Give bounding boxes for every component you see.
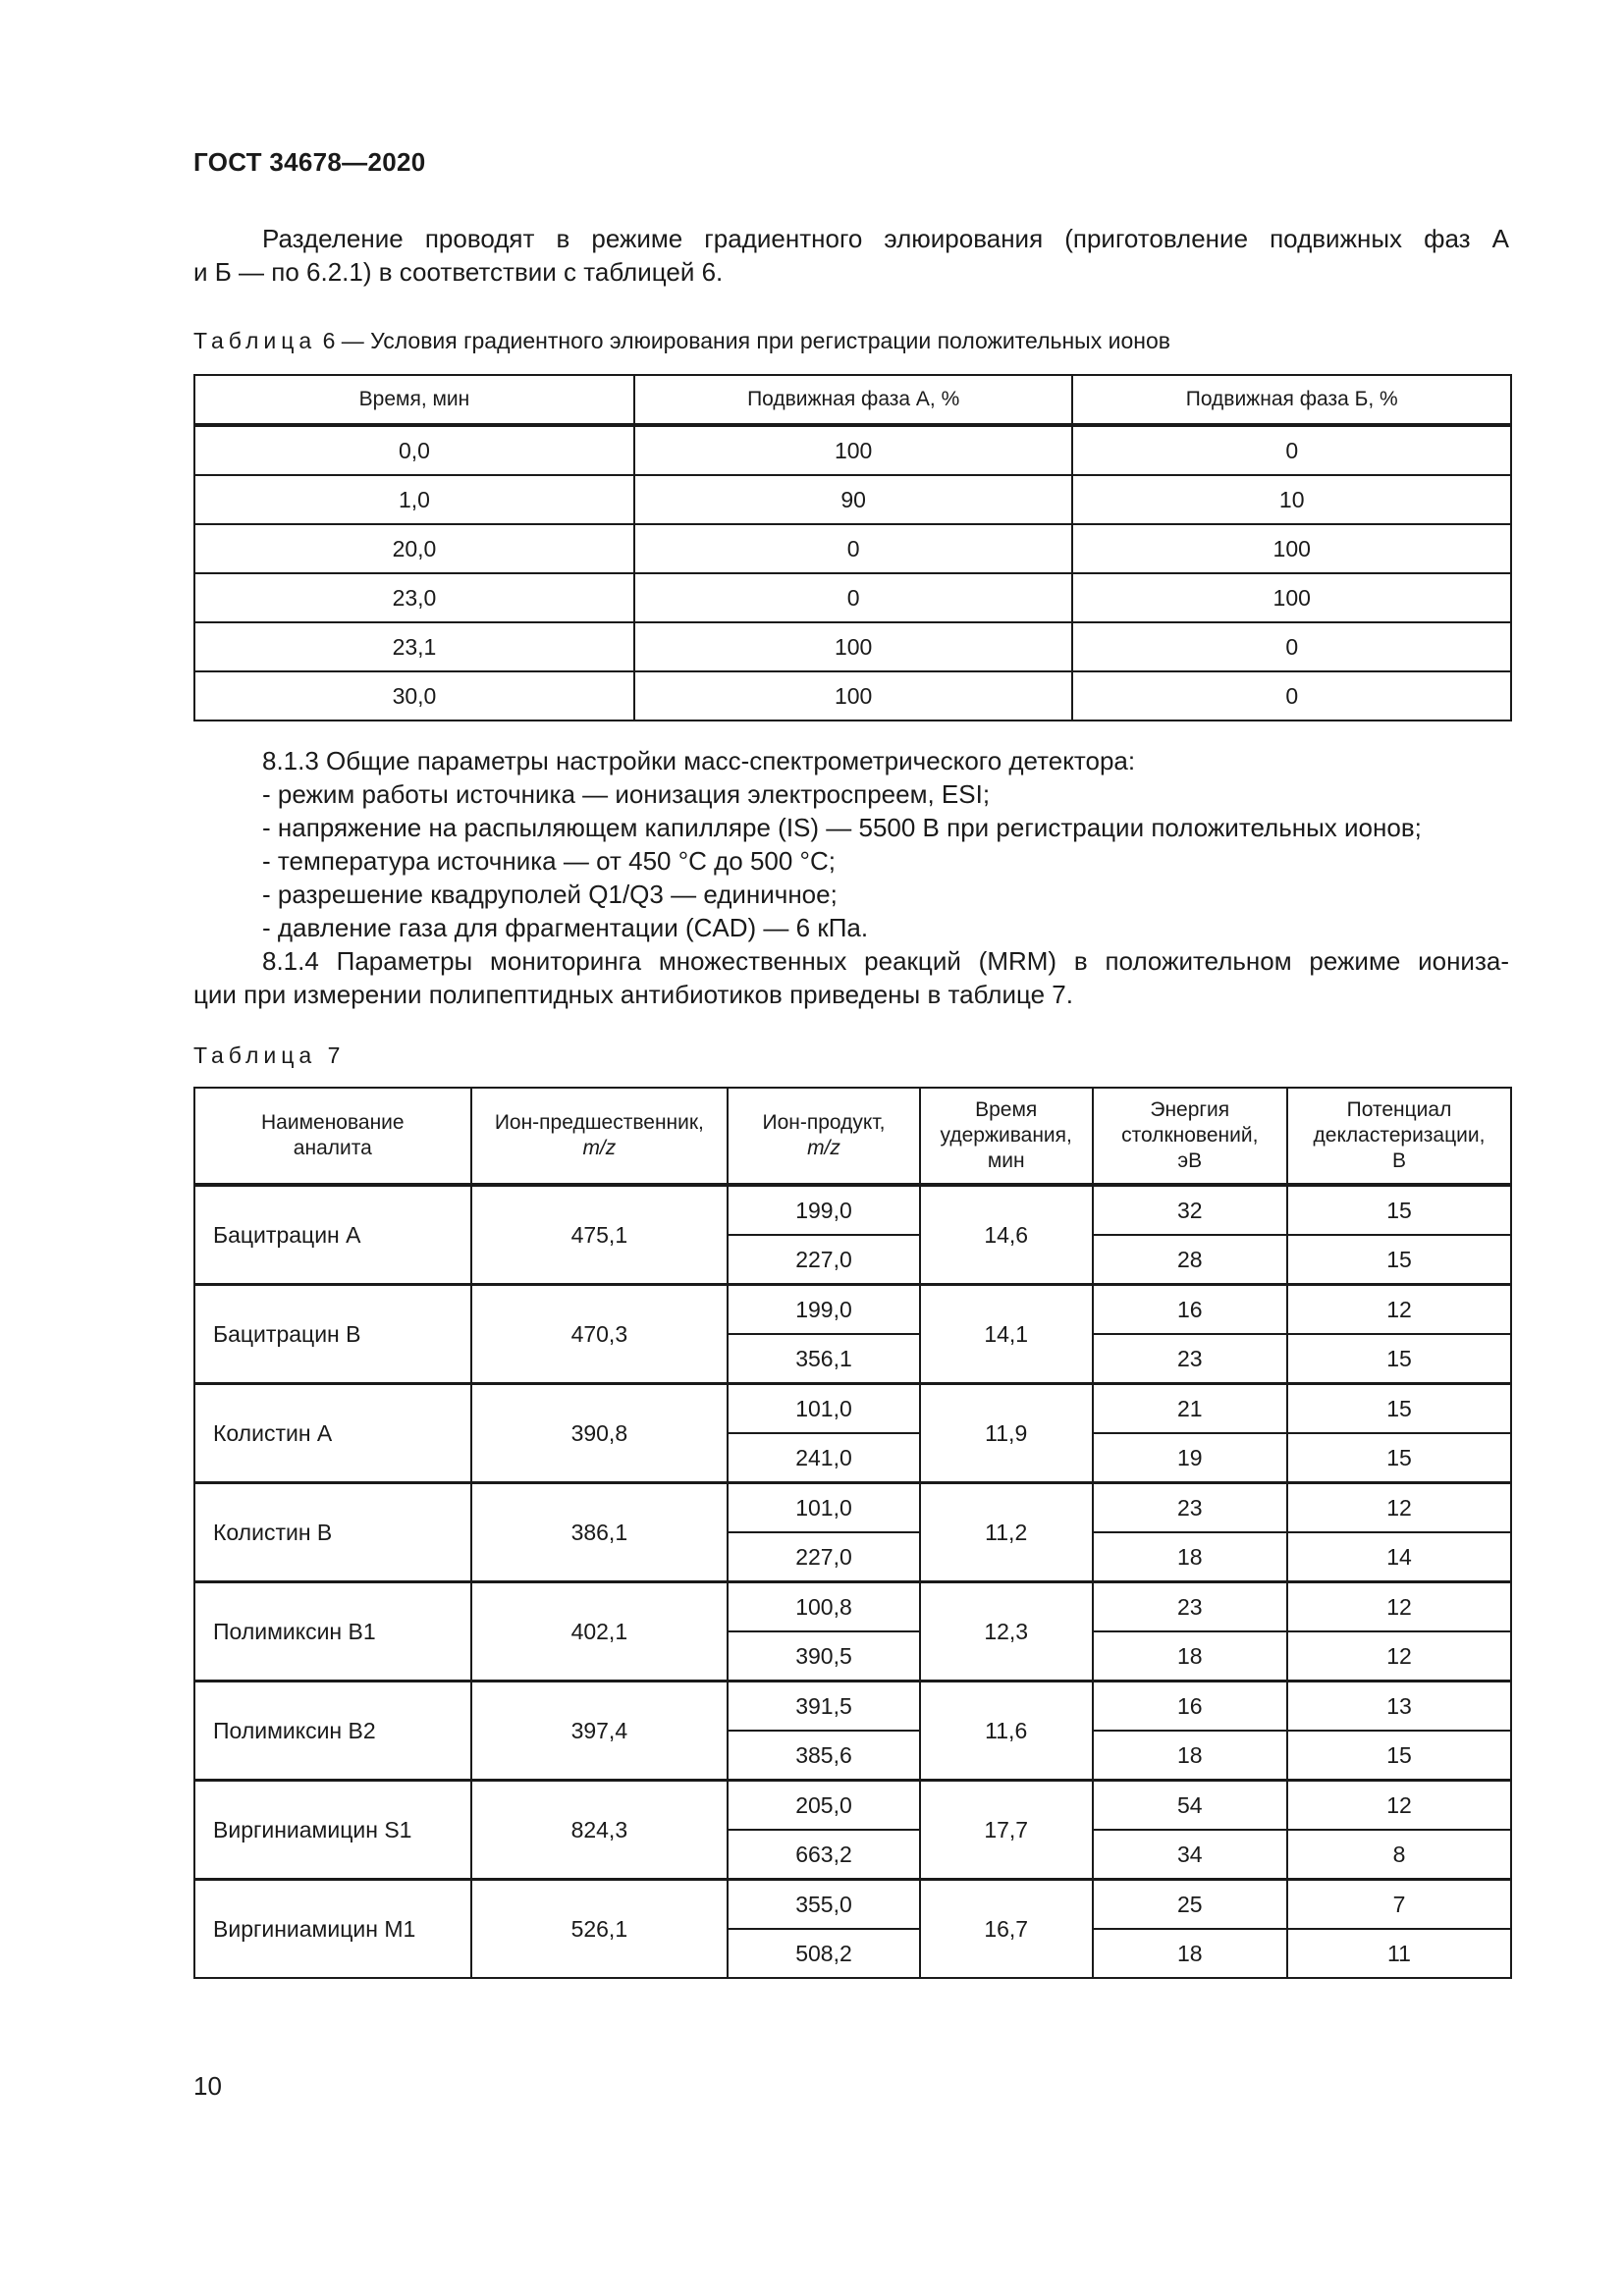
intro-paragraph [193, 222, 1509, 289]
table-cell: 100 [634, 622, 1073, 671]
table-cell: 100 [634, 425, 1073, 475]
collision-energy: 25 [1093, 1880, 1287, 1930]
table7-caption: Таблица 7 [193, 1042, 346, 1068]
product-ion: 101,0 [728, 1483, 920, 1533]
table-row [194, 524, 1511, 573]
collision-energy: 28 [1093, 1235, 1287, 1285]
table-row [194, 1483, 1511, 1533]
product-ion: 205,0 [728, 1781, 920, 1831]
analyte-name: Виргиниамицин S1 [194, 1781, 471, 1880]
table7-header-potential [1287, 1088, 1511, 1185]
table-row [194, 1880, 1511, 1930]
table7-header-precursor [471, 1088, 728, 1185]
table7-header-energy [1093, 1088, 1287, 1185]
analyte-name: Полимиксин В1 [194, 1582, 471, 1682]
collision-energy: 23 [1093, 1582, 1287, 1632]
product-ion: 508,2 [728, 1929, 920, 1978]
table-cell: 0 [1072, 622, 1511, 671]
precursor-ion: 386,1 [471, 1483, 728, 1582]
collision-energy: 23 [1093, 1483, 1287, 1533]
table-cell: 0 [1072, 425, 1511, 475]
analyte-name: Бацитрацин B [194, 1285, 471, 1384]
analyte-name: Колистин А [194, 1384, 471, 1483]
table-row [194, 1384, 1511, 1434]
table-cell: 0 [1072, 671, 1511, 721]
table-row [194, 622, 1511, 671]
table-row [194, 475, 1511, 524]
product-ion: 227,0 [728, 1532, 920, 1582]
declustering-potential: 12 [1287, 1781, 1511, 1831]
precursor-ion: 526,1 [471, 1880, 728, 1979]
product-ion: 391,5 [728, 1682, 920, 1732]
table-cell: 100 [1072, 524, 1511, 573]
section-8-1-4-line-2: ции при измерении полипептидных антибиотиков приведены в таблице 7. [193, 980, 1073, 1009]
header-line: В [1391, 1149, 1406, 1172]
analyte-name: Виргиниамицин М1 [194, 1880, 471, 1979]
declustering-potential: 15 [1287, 1384, 1511, 1434]
table7-header-retention [920, 1088, 1093, 1185]
retention-time: 16,7 [920, 1880, 1093, 1979]
declustering-potential: 8 [1287, 1830, 1511, 1880]
collision-energy: 23 [1093, 1334, 1287, 1384]
header-line: эВ [1177, 1149, 1203, 1172]
table-cell: 23,0 [194, 573, 634, 622]
section-8-1-3-title: 8.1.3 Общие параметры настройки масс-спектрометрического детектора: [262, 746, 1136, 775]
header-line: Время [975, 1098, 1038, 1121]
table-cell: 90 [634, 475, 1073, 524]
table-row [194, 1285, 1511, 1335]
collision-energy: 21 [1093, 1384, 1287, 1434]
table-row [194, 573, 1511, 622]
list-item: - разрешение квадруполей Q1/Q3 — единичное; [262, 880, 838, 909]
header-line: декластеризации, [1313, 1124, 1486, 1147]
declustering-potential: 11 [1287, 1929, 1511, 1978]
table-cell: 23,1 [194, 622, 634, 671]
collision-energy: 19 [1093, 1433, 1287, 1483]
analyte-name: Колистин В [194, 1483, 471, 1582]
table-row [194, 425, 1511, 475]
table-cell: 10 [1072, 475, 1511, 524]
header-line: Энергия [1150, 1098, 1230, 1121]
retention-time: 11,6 [920, 1682, 1093, 1781]
declustering-potential: 7 [1287, 1880, 1511, 1930]
retention-time: 17,7 [920, 1781, 1093, 1880]
retention-time: 14,1 [920, 1285, 1093, 1384]
table-row [194, 1682, 1511, 1732]
section-8-1-3 [193, 744, 1509, 1011]
table6-caption-text: 6 — Условия градиентного элюирования при регистрации положительных ионов [322, 328, 1170, 353]
product-ion: 355,0 [728, 1880, 920, 1930]
collision-energy: 18 [1093, 1631, 1287, 1682]
table-cell: 0,0 [194, 425, 634, 475]
table7-header-product [728, 1088, 920, 1185]
header-line: столкновений, [1121, 1124, 1259, 1147]
table-cell: 100 [1072, 573, 1511, 622]
table6-caption [193, 328, 1170, 354]
collision-energy: 16 [1093, 1285, 1287, 1335]
table-cell: 20,0 [194, 524, 634, 573]
table-cell: 30,0 [194, 671, 634, 721]
declustering-potential: 15 [1287, 1235, 1511, 1285]
header-line: мин [987, 1149, 1025, 1172]
product-ion: 227,0 [728, 1235, 920, 1285]
declustering-potential: 13 [1287, 1682, 1511, 1732]
precursor-ion: 470,3 [471, 1285, 728, 1384]
table-cell: 0 [634, 524, 1073, 573]
declustering-potential: 15 [1287, 1731, 1511, 1781]
product-ion: 199,0 [728, 1185, 920, 1235]
declustering-potential: 12 [1287, 1285, 1511, 1335]
table6-header-phase-b: Подвижная фаза Б, % [1072, 375, 1511, 425]
analyte-name: Бацитрацин А [194, 1185, 471, 1285]
header-line: удерживания, [940, 1124, 1072, 1147]
product-ion: 385,6 [728, 1731, 920, 1781]
table6-header-time: Время, мин [194, 375, 634, 425]
header-line: m/z [582, 1137, 617, 1159]
precursor-ion: 397,4 [471, 1682, 728, 1781]
list-item: - давление газа для фрагментации (CAD) — 6 кПа. [262, 913, 869, 942]
table-6-gradient [193, 374, 1512, 721]
header-line: Ион-продукт, [762, 1111, 886, 1134]
retention-time: 12,3 [920, 1582, 1093, 1682]
table-row [194, 671, 1511, 721]
table-cell: 1,0 [194, 475, 634, 524]
list-item: - напряжение на распыляющем капилляре (IS) — 5500 В при регистрации положительных ионов; [262, 813, 1422, 842]
declustering-potential: 15 [1287, 1334, 1511, 1384]
product-ion: 199,0 [728, 1285, 920, 1335]
table6-caption-word: Таблица [193, 328, 317, 353]
table7-header-analyte [194, 1088, 471, 1185]
collision-energy: 16 [1093, 1682, 1287, 1732]
table-cell: 100 [634, 671, 1073, 721]
header-line: аналита [293, 1137, 372, 1159]
declustering-potential: 15 [1287, 1185, 1511, 1235]
intro-line-2: и Б — по 6.2.1) в соответствии с таблицей 6. [193, 257, 724, 287]
page-number: 10 [193, 2071, 222, 2101]
table6-header-phase-a: Подвижная фаза А, % [634, 375, 1073, 425]
list-item: - режим работы источника — ионизация электроспреем, ESI; [262, 779, 991, 809]
document-code-header: ГОСТ 34678—2020 [193, 147, 426, 177]
precursor-ion: 824,3 [471, 1781, 728, 1880]
retention-time: 11,9 [920, 1384, 1093, 1483]
header-line: Наименование [261, 1111, 405, 1134]
collision-energy: 18 [1093, 1731, 1287, 1781]
header-line: Потенциал [1346, 1098, 1452, 1121]
declustering-potential: 12 [1287, 1483, 1511, 1533]
declustering-potential: 15 [1287, 1433, 1511, 1483]
collision-energy: 34 [1093, 1830, 1287, 1880]
product-ion: 100,8 [728, 1582, 920, 1632]
product-ion: 101,0 [728, 1384, 920, 1434]
retention-time: 11,2 [920, 1483, 1093, 1582]
intro-line-1: Разделение проводят в режиме градиентного элюирования (приготовление подвижных фаз А [262, 224, 1509, 253]
table-row [194, 1185, 1511, 1235]
product-ion: 241,0 [728, 1433, 920, 1483]
section-8-1-4-line-1: 8.1.4 Параметры мониторинга множественных реакций (MRM) в положительном режиме иониза- [262, 946, 1509, 976]
collision-energy: 54 [1093, 1781, 1287, 1831]
collision-energy: 32 [1093, 1185, 1287, 1235]
precursor-ion: 390,8 [471, 1384, 728, 1483]
table-7-mrm-parameters [193, 1087, 1512, 1979]
product-ion: 663,2 [728, 1830, 920, 1880]
product-ion: 356,1 [728, 1334, 920, 1384]
header-line: m/z [807, 1137, 840, 1159]
table-cell: 0 [634, 573, 1073, 622]
product-ion: 390,5 [728, 1631, 920, 1682]
precursor-ion: 402,1 [471, 1582, 728, 1682]
table-row [194, 1781, 1511, 1831]
header-line: Ион-предшественник, [494, 1111, 704, 1134]
precursor-ion: 475,1 [471, 1185, 728, 1285]
retention-time: 14,6 [920, 1185, 1093, 1285]
table-row [194, 1582, 1511, 1632]
declustering-potential: 12 [1287, 1582, 1511, 1632]
list-item: - температура источника — от 450 °С до 500 °С; [262, 846, 836, 876]
declustering-potential: 12 [1287, 1631, 1511, 1682]
declustering-potential: 14 [1287, 1532, 1511, 1582]
collision-energy: 18 [1093, 1929, 1287, 1978]
analyte-name: Полимиксин В2 [194, 1682, 471, 1781]
collision-energy: 18 [1093, 1532, 1287, 1582]
